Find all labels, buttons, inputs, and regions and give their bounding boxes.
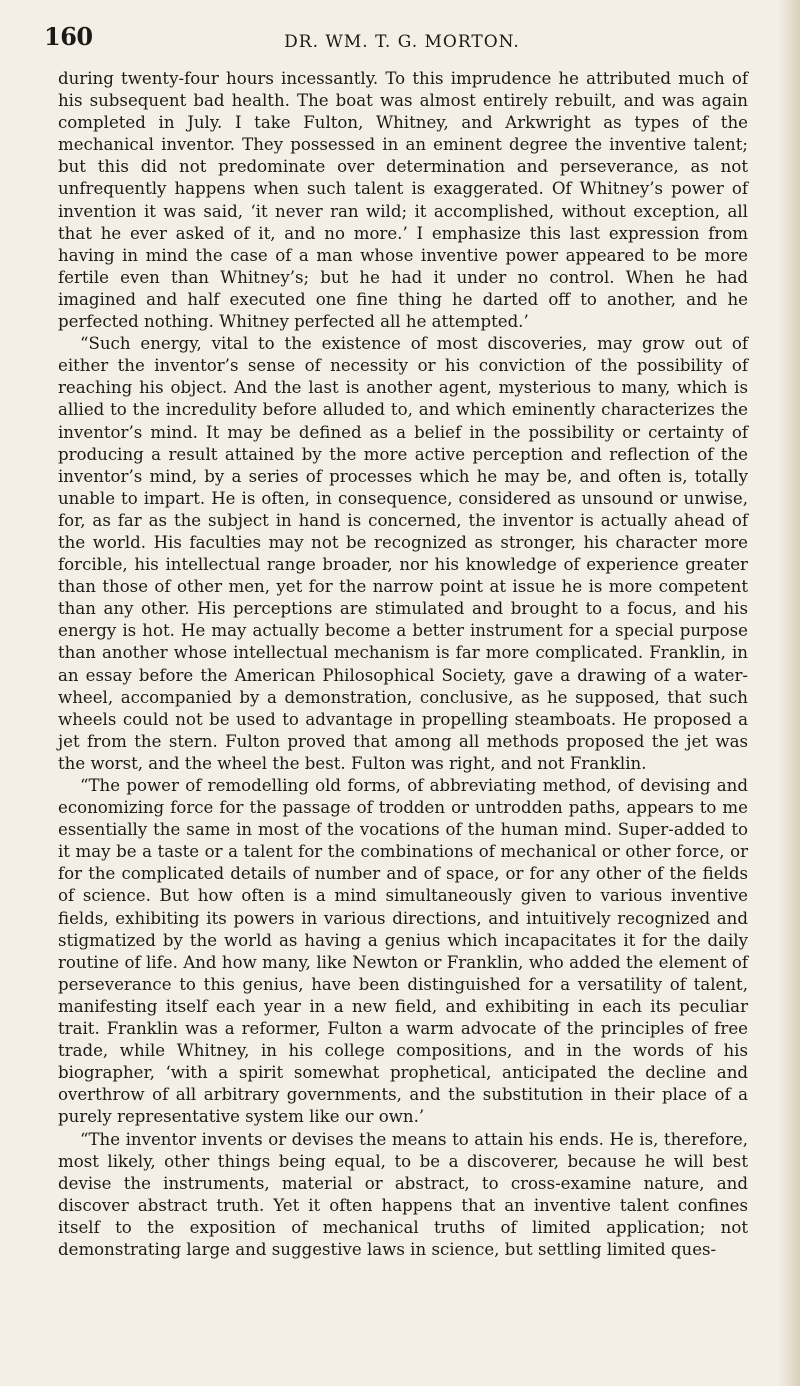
- paragraph: during twenty-four hours incessantly. To this imprudence he attributed much of his subsequent bad health. The boat was almost entirely rebuilt, and was again completed in July. I take Fulton, Whitney, and Arkwright as types of the mechanical inventor. They possessed in an eminent degree the inventive talent; but this did not predominate over determination and perseverance, as not unfrequently happens when such talent is exaggerated. Of Whitney’s power of invention it was said, ‘it never ran wild; it accomplished, without exception, all that he ever asked of it, and no more.’ I emphasize this last expression from having in mind the case of a man whose inventive power appeared to be more fertile even than Whitney’s; but he had it under no control. When he had imagined and half executed one fine thing he darted off to another, and he perfected nothing. Whitney perfected all he attempted.’: [58, 69, 748, 332]
- page-edge-shadow: [778, 0, 800, 1386]
- running-head: DR. WM. T. G. MORTON.: [284, 32, 520, 52]
- page-header: [44, 22, 760, 58]
- paragraph: “The inventor invents or devises the means to attain his ends. He is, therefore, most likely, other things being equal, to be a discoverer, because he will best devise the instruments, material or abstract, to cross-examine nature, and discover abstract truth. Yet it often happens that an inventive talent confines itself to the exposition of mechanical truths of limited application; not demonstrating large and suggestive laws in science, but settling limited ques-: [58, 1129, 748, 1259]
- paragraph: “The power of remodelling old forms, of abbreviating method, of devising and economizing force for the passage of trodden or untrodden paths, appears to me essentially the same in most of the vocations of the human mind. Super-added to it may be a taste or a talent for the combinations of mechanical or other force, or for the complicated details of number and of space, or for any other of the fields of science. But how often is a mind simultaneously given to various inventive fields, exhibiting its powers in various directions, and intuitively recognized and stigmatized by the world as having a genius which incapacitates it for the daily routine of life. And how many, like Newton or Franklin, who added the element of perseverance to this genius, have been distinguished for a versatility of talent, manifesting itself each year in a new field, and exhibiting in each its peculiar trait. Franklin was a reformer, Fulton a warm advocate of the principles of free trade, while Whitney, in his college compositions, and in the words of his biographer, ‘with a spirit somewhat prophetical, anticipated the decline and overthrow of all arbitrary governments, and the substitution in their place of a purely representative system like our own.’: [58, 776, 748, 1127]
- body-text: [58, 68, 748, 1261]
- paragraph: “Such energy, vital to the existence of most discoveries, may grow out of either the inventor’s sense of necessity or his conviction of the possibility of reaching his object. And the last is another agent, mysterious to many, which is allied to the incredulity before alluded to, and which eminently characterizes the inventor’s mind. It may be defined as a belief in the possibility or certainty of producing a result attained by the more active perception and reflection of the inventor’s mind, by a series of processes which he may be, and often is, totally unable to impart. He is often, in consequence, considered as unsound or unwise, for, as far as the subject in hand is concerned, the inventor is actually ahead of the world. His faculties may not be recognized as stronger, his character more forcible, his intellectual range broader, nor his knowledge of experience greater than those of other men, yet for the narrow point at issue he is more competent than any other. His perceptions are stimulated and brought to a focus, and his energy is hot. He may actually become a better instrument for a special purpose than another whose intellectual mechanism is far more complicated. Franklin, in an essay before the American Philosophical Society, gave a drawing of a water-wheel, accompanied by a demonstration, conclusive, as he supposed, that such wheels could not be used to advantage in propelling steamboats. He proposed a jet from the stern. Fulton proved that among all methods proposed the jet was the worst, and the wheel the best. Fulton was right, and not Franklin.: [58, 334, 748, 773]
- page-number: 160: [44, 22, 93, 51]
